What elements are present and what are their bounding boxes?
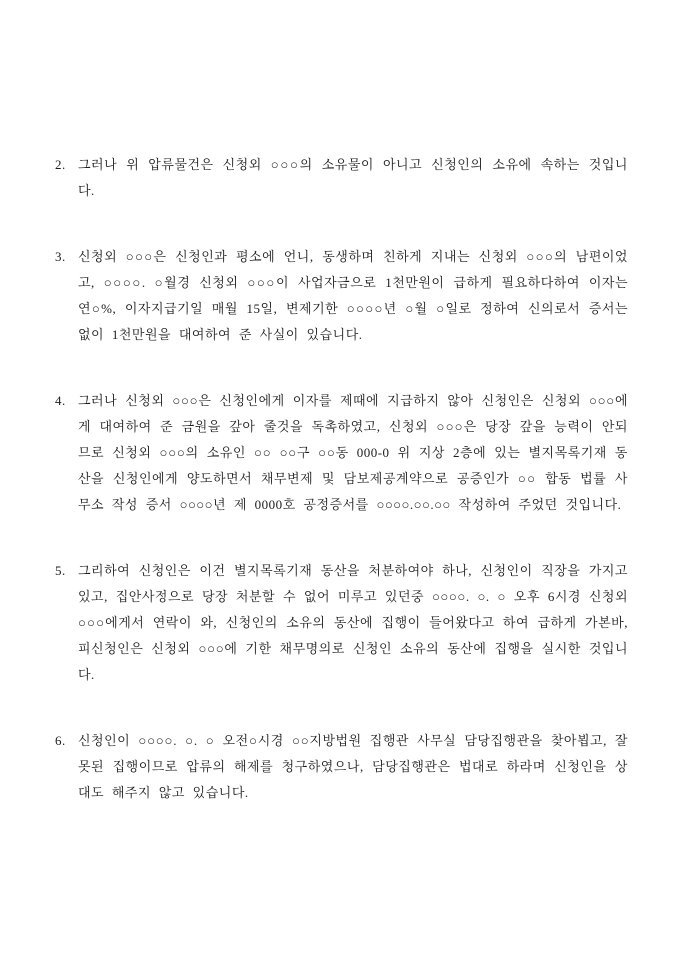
paragraph-6 [55,728,628,806]
paragraph-4 [55,388,628,518]
paragraph-6-number: 6. [55,733,66,748]
paragraph-3-text: 신청외 ○○○은 신청인과 평소에 언니, 동생하며 친하게 지내는 신청외 ○○○의 남편이었고, ○○○○. ○월경 신청외 ○○○이 사업자금으로 1천만원이 급하게 필요하다하여 이자는 연○%, 이자지급기일 매월 15일, 변제기한 ○○○○년 ○월 ○일로 정하여 신의로서 증서는 없이 1천만원을 대여하여 준 사실이 있습니다. [78,249,628,342]
paragraph-2-number: 2. [55,157,66,172]
paragraph-6-text: 신청인이 ○○○○. ○. ○ 오전○시경 ○○지방법원 집행관 사무실 담당집행관을 찾아뵙고, 잘못된 집행이므로 압류의 해제를 청구하였으나, 담당집행관은 법대로 하라며 신청인을 상대도 해주지 않고 있습니다. [78,733,628,800]
paragraph-5-text: 그리하여 신청인은 이건 별지목록기재 동산을 처분하여야 하나, 신청인이 직장을 가지고 있고, 집안사정으로 당장 처분할 수 없어 미루고 있던중 ○○○○. ○. ○ 오후 6시경 신청외 ○○○에게서 연락이 와, 신청인의 소유의 동산에 집행이 들어왔다고 하여 급하게 가본바, 피신청인은 신청외 ○○○에 기한 채무명의로 신청인 소유의 동산에 집행을 실시한 것입니다. [78,563,628,682]
paragraph-3-number: 3. [55,249,66,264]
paragraph-2-text: 그러나 위 압류물건은 신청외 ○○○의 소유물이 아니고 신청인의 소유에 속하는 것입니다. [78,157,628,198]
paragraph-4-text: 그러나 신청외 ○○○은 신청인에게 이자를 제때에 지급하지 않아 신청인은 신청외 ○○○에게 대여하여 준 금원을 갚아 줄것을 독촉하였고, 신청외 ○○○은 당장 갚을 능력이 안되므로 신청외 ○○○의 소유인 ○○ ○○구 ○○동 000-0 위 지상 2층에 있는 별지목록기재 동산을 신청인에게 양도하면서 채무변제 및 담보제공계약으로 공증인가 ○○ 합동 법률 사무소 작성 증서 ○○○○년 제 0000호 공정증서를 ○○○○.○○.○○ 작성하여 주었던 것입니다. [78,393,628,512]
paragraph-2 [55,152,628,204]
paragraph-3 [55,244,628,348]
paragraph-5 [55,558,628,688]
paragraph-4-number: 4. [55,393,66,408]
paragraph-5-number: 5. [55,563,66,578]
